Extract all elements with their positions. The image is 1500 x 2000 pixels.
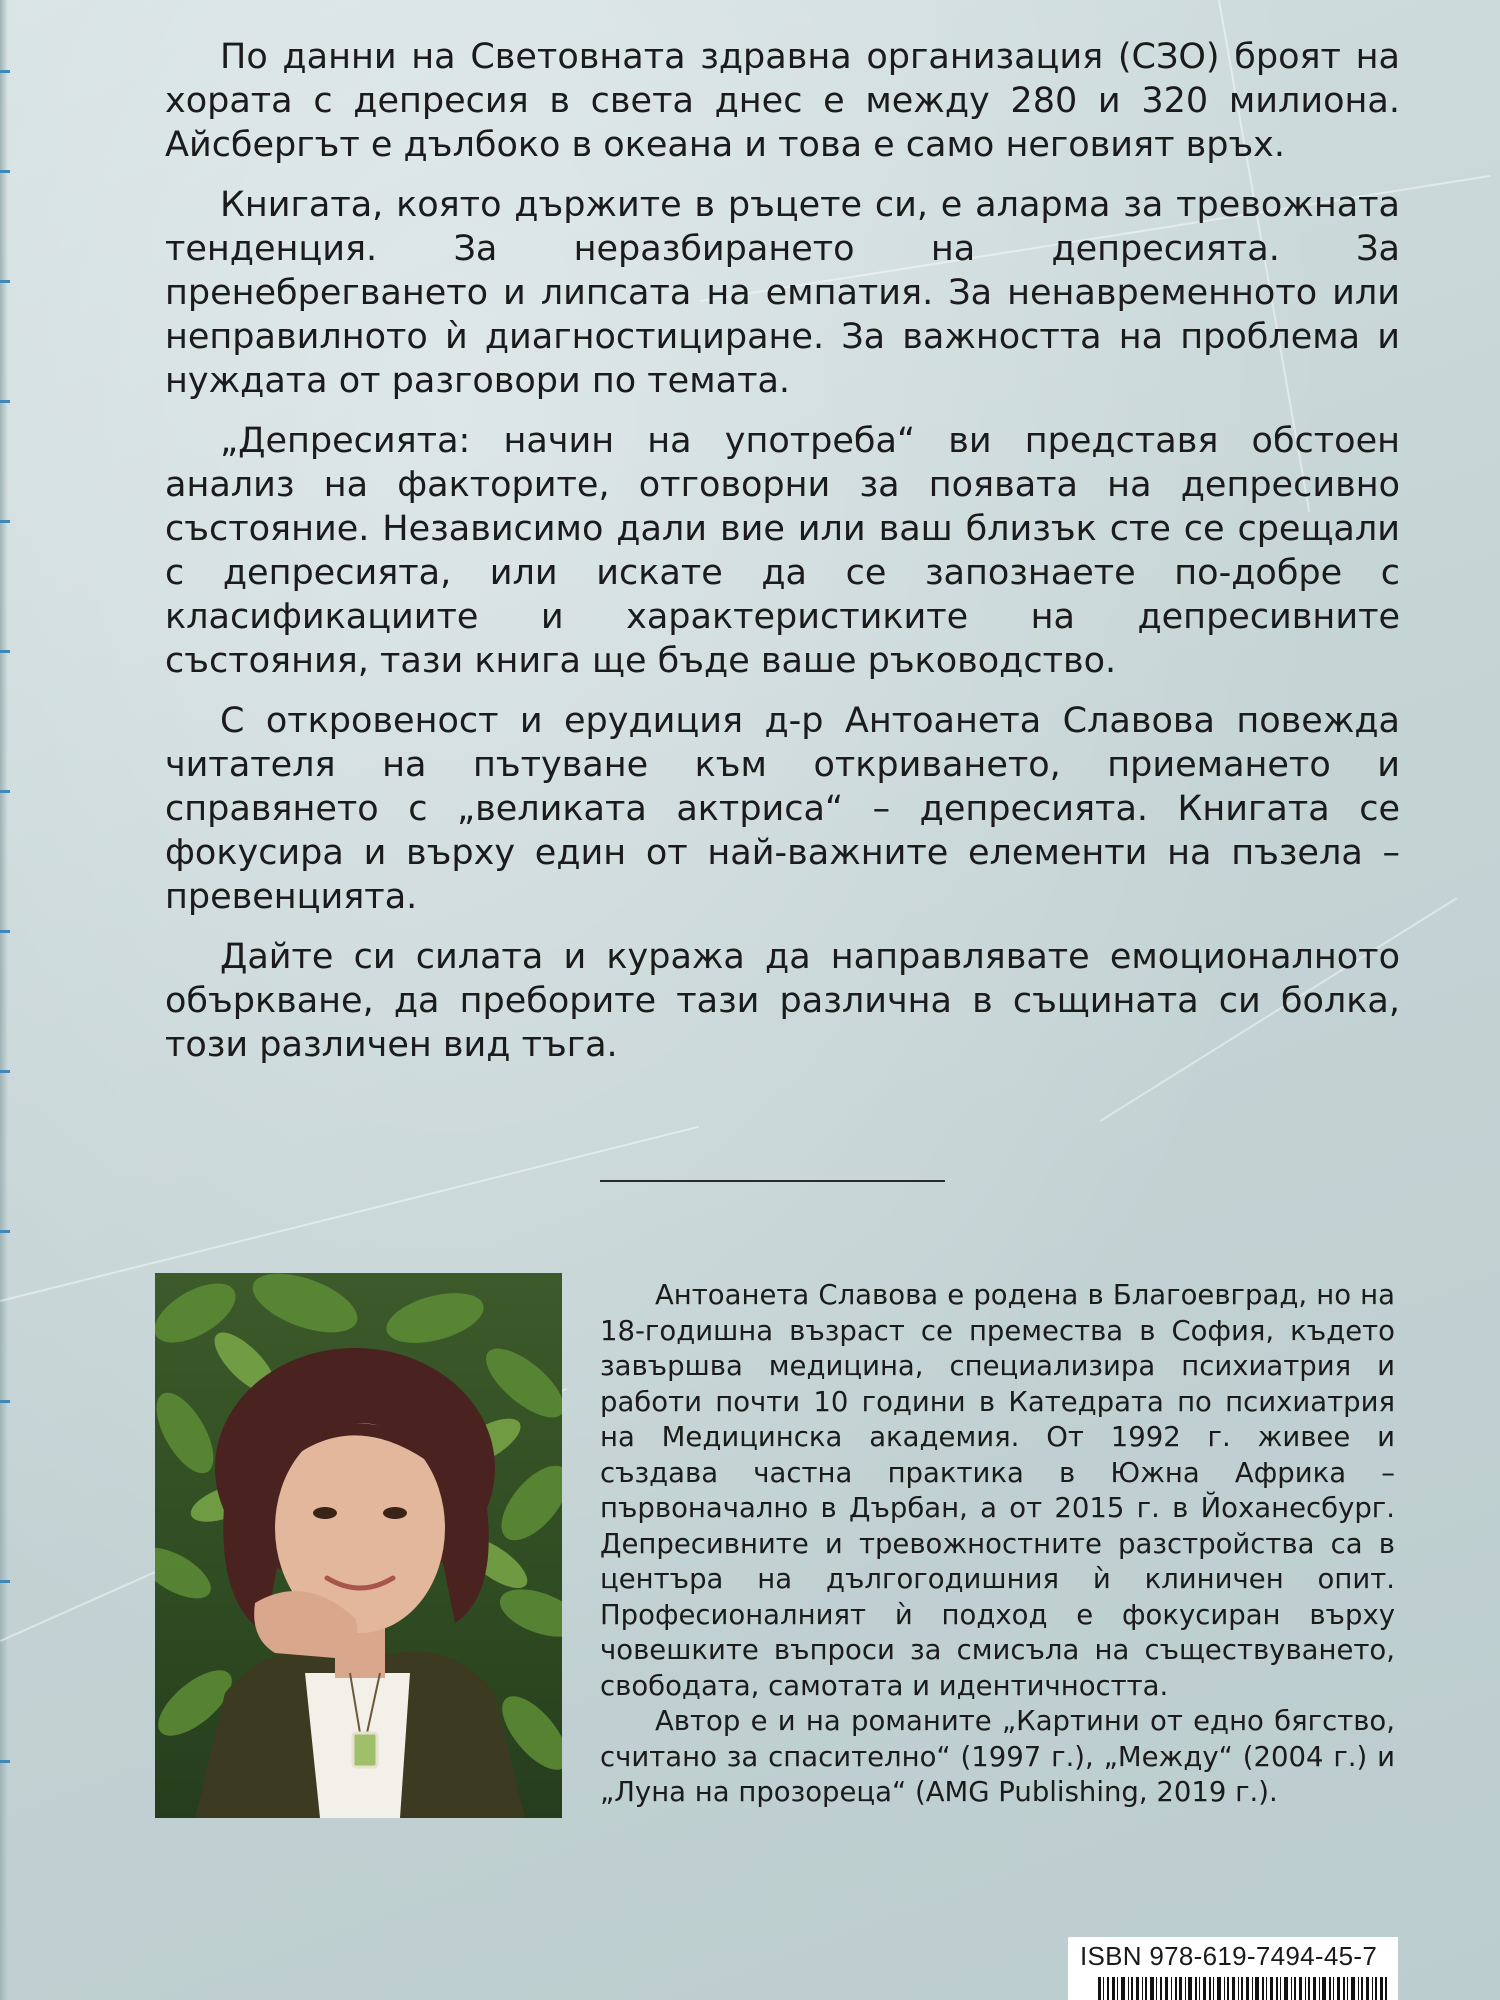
blurb-paragraph: С откровеност и ерудиция д-р Антоанета Славова повежда читателя на пътуване към откриването, приемането и справянето с „великата актриса“ – депресията. Книгата се фокусира и върху един от най-важните елементи на пъзела – превенцията. bbox=[165, 701, 1400, 917]
edge-tick bbox=[0, 70, 10, 73]
section-divider bbox=[600, 1180, 945, 1182]
edge-tick bbox=[0, 1230, 10, 1233]
edge-tick bbox=[0, 1400, 10, 1403]
edge-tick bbox=[0, 930, 10, 933]
edge-tick bbox=[0, 1760, 10, 1763]
edge-tick bbox=[0, 280, 10, 283]
edge-tick bbox=[0, 790, 10, 793]
edge-tick bbox=[0, 1070, 10, 1073]
bio-paragraph: Автор е и на романите „Картини от едно бягство, считано за спасително“ (1997 г.), „Между“ (2004 г.) и „Луна на прозореца“ (AMG Publishing, 2019 г.). bbox=[600, 1705, 1395, 1808]
edge-tick bbox=[0, 520, 10, 523]
author-portrait-icon bbox=[155, 1273, 562, 1818]
blurb-paragraph: „Депресията: начин на употреба“ ви представя обстоен анализ на факторите, отговорни за появата на депресивно състояние. Независимо дали вие или ваш близък сте се срещали с депресията, или искате да се запознаете по-добре с класификациите и характеристиките на депресивните състояния, тази книга ще бъде ваше ръководство. bbox=[165, 421, 1400, 681]
blurb-text bbox=[165, 35, 1400, 1083]
spine-edge bbox=[0, 0, 8, 2000]
barcode-icon bbox=[1098, 1977, 1388, 2000]
blurb-paragraph: По данни на Световната здравна организация (СЗО) броят на хората с депресия в света днес е между 280 и 320 милиона. Айсбергът е дълбоко в океана и това е само неговият връх. bbox=[165, 37, 1400, 165]
blurb-paragraph: Книгата, която държите в ръцете си, е аларма за тревожната тенденция. За неразбирането на депресията. За пренебрегването и липсата на емпатия. За ненавременното или неправилното ѝ диагностициране. За важността на проблема и нуждата от разговори по темата. bbox=[165, 185, 1400, 401]
edge-tick bbox=[0, 170, 10, 173]
author-bio bbox=[600, 1278, 1395, 1811]
edge-tick bbox=[0, 400, 10, 403]
blurb-paragraph: Дайте си силата и куража да направлявате емоционалното объркване, да преборите тази различна в същината си болка, този различен вид тъга. bbox=[165, 937, 1400, 1065]
edge-tick bbox=[0, 1580, 10, 1583]
isbn-label: ISBN 978-619-7494-45-7 bbox=[1080, 1941, 1378, 1971]
isbn-barcode-box bbox=[1068, 1937, 1398, 2000]
edge-tick bbox=[0, 650, 10, 653]
bio-paragraph: Антоанета Славова е родена в Благоевград, но на 18-годишна възраст се премества в София, където завършва медицина, специализира психиатрия и работи почти 10 години в Катедрата по психиатрия на Медицинска академия. От 1992 г. живее и създава частна практика в Южна Африка – първоначално в Дърбан, а от 2015 г. в Йоханесбург. Депресивните и тревожностните разстройства са в центъра на дългогодишния ѝ клиничен опит. Професионалният ѝ подход е фокусиран върху човешките въпроси за смисъла на съществуването, свободата, самотата и идентичността. bbox=[600, 1279, 1395, 1702]
author-photo bbox=[155, 1273, 562, 1818]
